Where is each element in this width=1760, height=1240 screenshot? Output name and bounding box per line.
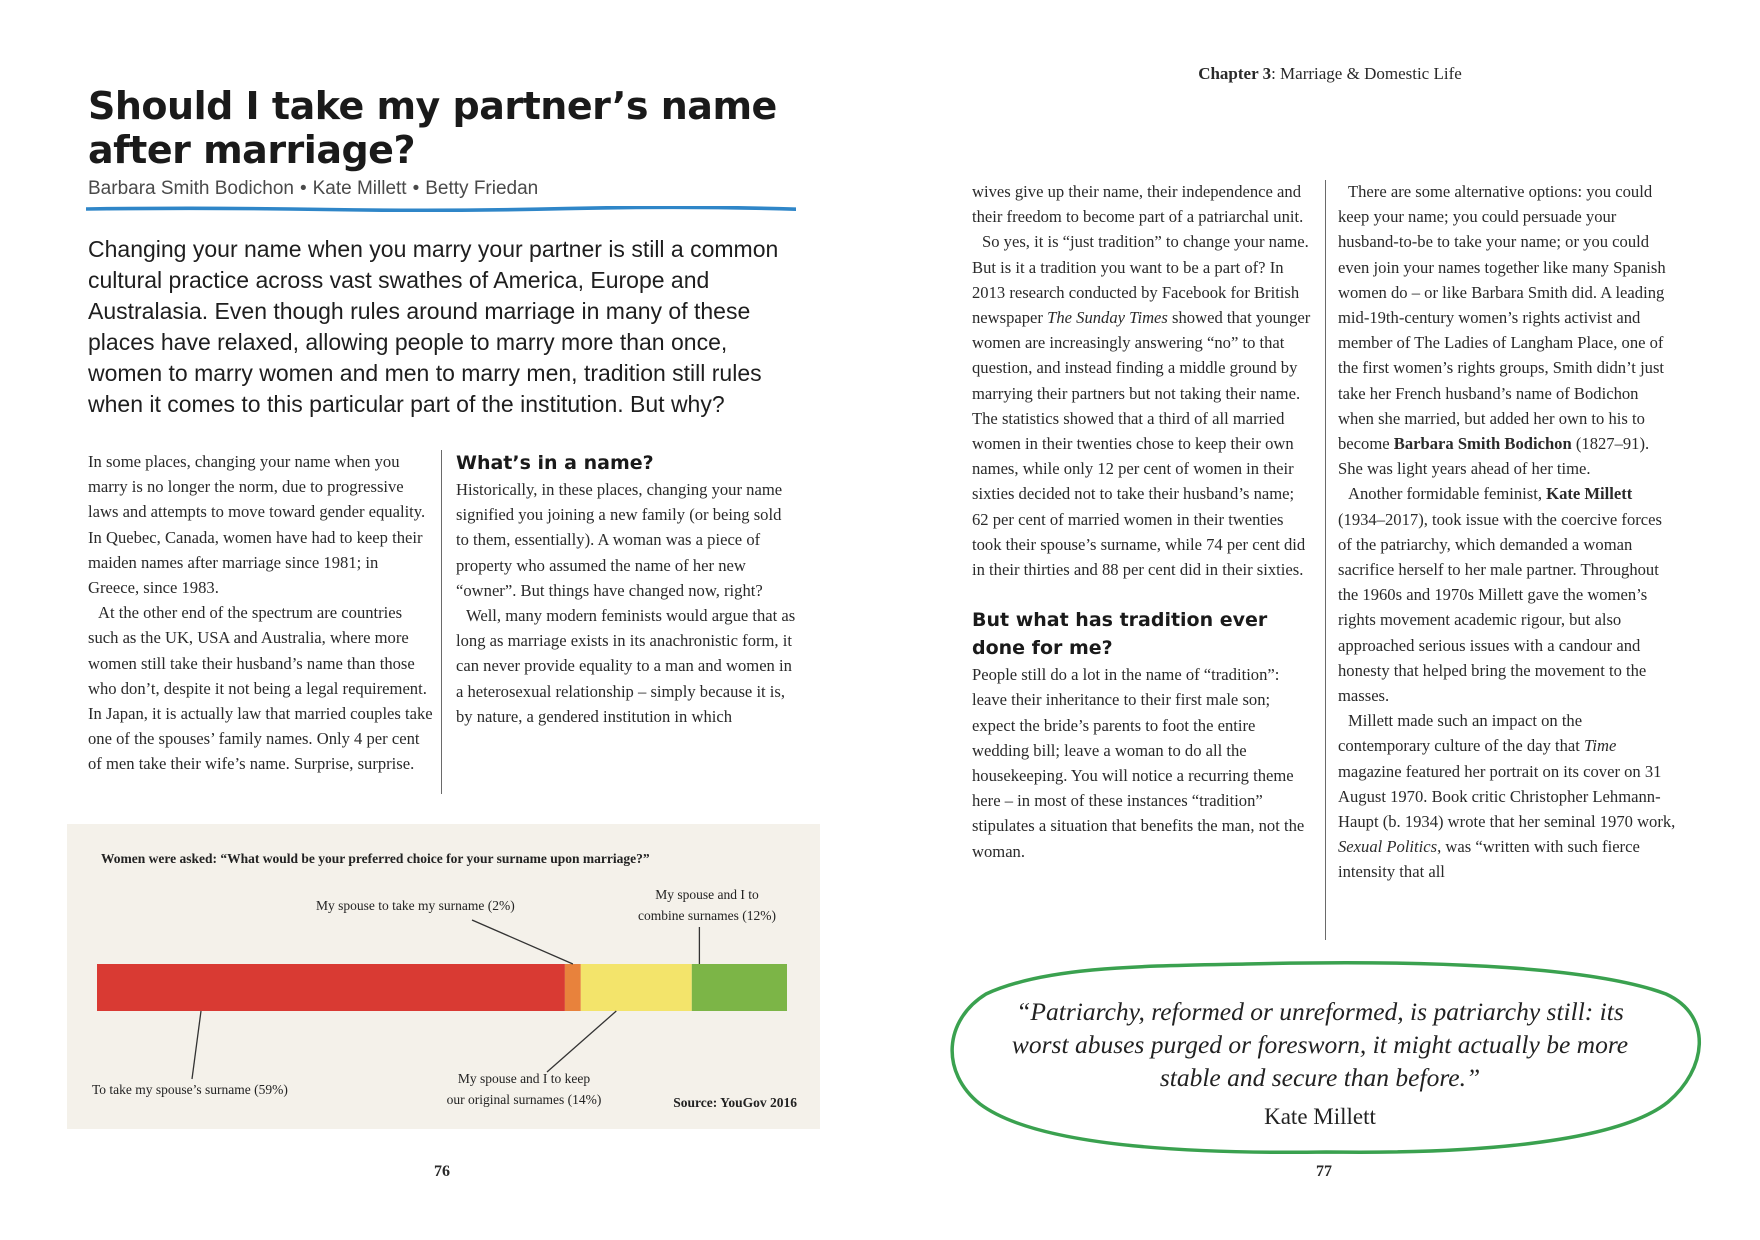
chart-bars — [97, 964, 787, 1011]
body-paragraph: Historically, in these places, changing your name signified you joining a new family (or being sold to them, essentially). A woman was a piece of property who assumed the name of her new “owner”. But things have changed now, right? — [456, 480, 783, 600]
pull-quote: “Patriarchy, reformed or unreformed, is patriarchy still: its worst abuses purged or foresworn, it might actually be more stable and secure than before.” — [1011, 997, 1629, 1092]
author-separator: • — [412, 178, 420, 199]
text-run: Another formidable feminist, — [1348, 484, 1547, 504]
page-number-right: 77 — [1316, 1163, 1332, 1180]
column-2 — [456, 449, 796, 729]
article-title: Should I take my partner’s name after marriage? — [88, 84, 777, 172]
intro-paragraph: Changing your name when you marry your partner is still a common cultural practice across vast swathes of America, Europe and Australasia. Even though rules around marriage in many of these places have relaxed, allowing people to marry more than once, women to marry women and men to marry men, tradition still rules when it comes to this particular part of the institution. But why? — [88, 236, 779, 417]
person-name: Kate Millett — [1546, 484, 1633, 504]
newspaper-name: The Sunday Times — [1047, 308, 1168, 328]
quote-author: Kate Millett — [1264, 1104, 1376, 1129]
author-name: Barbara Smith Bodichon — [88, 178, 294, 199]
text-run: So yes, it is “just tradition” to change your name. But is it a tradition you want to be a part of? In 2013 research conducted by Facebook for British newspaper — [972, 232, 1309, 328]
text-run: magazine featured her portrait on its cover on 31 August 1970. Book critic Christopher Lehmann-Haupt (b. 1934) wrote that her seminal 1970 work, — [1338, 761, 1676, 832]
text-run: (1934–2017), took issue with the coercive forces of the patriarchy, which demanded a woman sacrifice herself to her male partner. Throughout the 1960s and 1970s Millett gave the women’s rights movement academic rigour, but also approached serious issues with a candour and honesty that helped bring the movement to the masses. — [1338, 509, 1662, 706]
chart-leader-line — [547, 1011, 616, 1072]
magazine-name: Time — [1584, 736, 1617, 756]
body-paragraph — [972, 229, 1312, 582]
person-name: Barbara Smith Bodichon — [1393, 434, 1572, 454]
body-paragraph: At the other end of the spectrum are countries such as the UK, USA and Australia, where more women still take their husband’s name than those who don’t, despite it not being a legal requirement. In Japan, it is actually law that married couples take one of the spouses’ family names. Only 4 per cent of men take their wife’s name. Surprise, surprise. — [88, 603, 433, 774]
label-combine-line1: My spouse and I to — [655, 887, 759, 902]
chart-source: Source: YouGov 2016 — [673, 1095, 797, 1110]
column-divider — [1325, 180, 1326, 940]
body-paragraph — [1338, 179, 1678, 481]
column-divider — [441, 450, 442, 794]
label-combine-line2: combine surnames (12%) — [638, 908, 776, 923]
chart-leader-line — [192, 1011, 201, 1079]
section-heading: But what has tradition ever done for me? — [972, 609, 1268, 660]
text-run: There are some alternative options: you could keep your name; you could persuade your husband-to-be to take your name; or you could even join your names together like many Spanish women do – or like Barbara Smith did. A leading mid-19th-century women’s rights activist and member of The Ladies of Langham Place, one of the first women’s rights groups, Smith didn’t just take her French husband’s name of Bodichon when she married, but added her own to his to become — [1338, 182, 1666, 454]
author-name: Betty Friedan — [425, 178, 539, 199]
chapter-label: Chapter 3 — [1198, 64, 1272, 83]
chart-leader-line — [472, 920, 573, 964]
chart-svg — [67, 824, 820, 1129]
body-paragraph: People still do a lot in the name of “tradition”: leave their inheritance to their first male son; expect the bride’s parents to foot the entire wedding bill; leave a woman to do all the housekeeping. You will notice a recurring theme here – in most of these instances “tradition” stipulates a situation that benefits the man, not the woman. — [972, 665, 1305, 861]
body-paragraph — [1338, 708, 1678, 884]
chapter-title: : Marriage & Domestic Life — [1271, 64, 1462, 83]
label-my-surname: My spouse to take my surname (2%) — [316, 898, 515, 913]
bar-my-surname — [565, 964, 581, 1011]
column-1 — [88, 449, 433, 777]
text-run: showed that younger women are increasingly answering “no” to that question, and instead finding a middle ground by marrying their partners but not taking their name. The statistics showed that a third of all married women in their twenties chose to keep their own names, while only 12 per cent of women in their sixties decided not to take their husband’s name; 62 per cent of married women in their twenties took their spouse’s surname, while 74 per cent did in their thirties and 88 per cent did in their sixties. — [972, 308, 1311, 580]
bar-spouse-surname — [97, 964, 565, 1011]
body-paragraph — [1338, 481, 1678, 708]
label-keep-line1: My spouse and I to keep — [457, 1071, 591, 1086]
column-3 — [972, 179, 1312, 864]
bar-keep-surnames — [581, 964, 692, 1011]
author-separator: • — [299, 178, 307, 199]
label-spouse-surname: To take my spouse’s surname (59%) — [92, 1082, 288, 1097]
surname-chart — [67, 824, 820, 1129]
chart-title: Women were asked: “What would be your preferred choice for your surname upon marriage?” — [101, 851, 650, 866]
body-paragraph: Well, many modern feminists would argue that as long as marriage exists in its anachronistic form, it can never provide equality to a man and women in a heterosexual relationship – simply because it is, by nature, a gendered institution in which — [456, 606, 796, 726]
page-number-left: 76 — [434, 1163, 450, 1180]
column-4 — [1338, 179, 1678, 885]
text-run: , was “written with such fierce intensity that all — [1338, 837, 1640, 882]
author-list — [88, 178, 788, 200]
label-keep-line2: our original surnames (14%) — [446, 1092, 602, 1107]
text-run: (1827–91). She was light years ahead of her time. — [1338, 434, 1650, 479]
section-heading: What’s in a name? — [456, 452, 654, 474]
book-title: Sexual Politics — [1338, 837, 1438, 857]
bar-combine-surnames — [692, 964, 787, 1011]
body-paragraph: In some places, changing your name when you marry is no longer the norm, due to progressive laws and attempts to move toward gender equality. In Quebec, Canada, women have had to keep their maiden names after marriage since 1981; in Greece, since 1983. — [88, 452, 426, 598]
body-paragraph: wives give up their name, their independence and their freedom to become part of a patriarchal unit. — [972, 182, 1304, 227]
author-name: Kate Millett — [312, 178, 407, 199]
text-run: Millett made such an impact on the contemporary culture of the day that — [1338, 711, 1585, 756]
title-underline — [86, 206, 796, 212]
chapter-header — [1180, 64, 1480, 84]
